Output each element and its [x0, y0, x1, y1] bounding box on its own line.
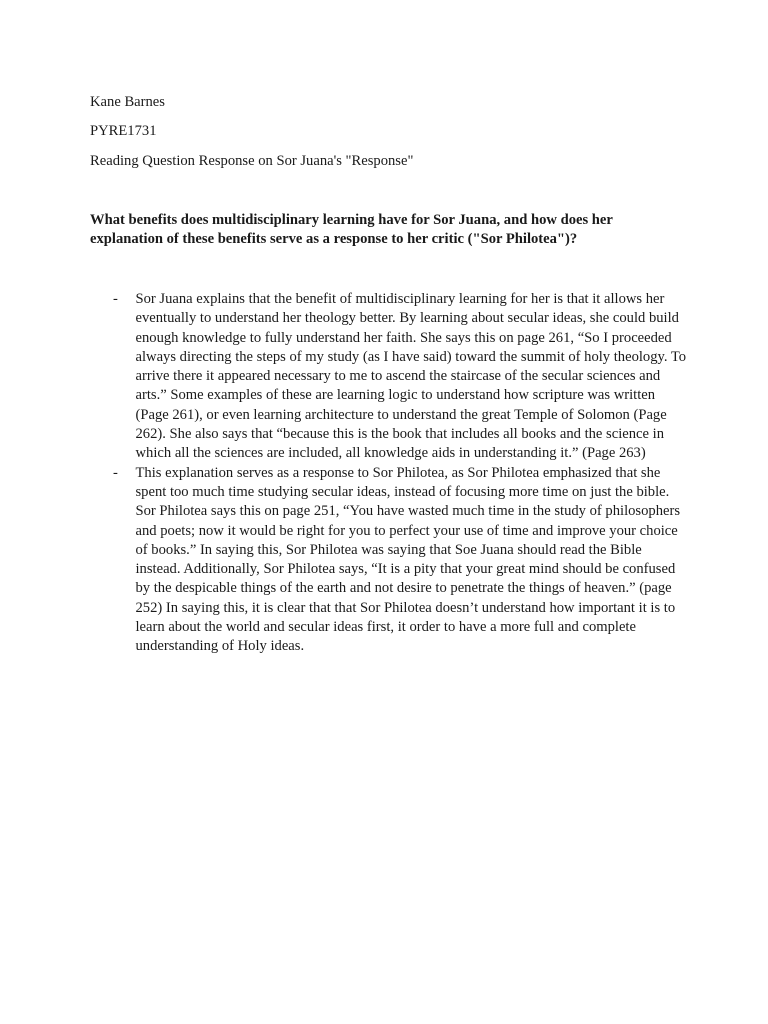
answer-paragraph: This explanation serves as a response to Sor Philotea, as Sor Philotea emphasized that she spent too much time studying secular ideas, instead of focusing more time on just the bible. Sor Philotea says this on page 251, “You have wasted much time in the study of philosophers and poets; now it would be right for you to perfect your use of time and improve your choice of books.” In saying this, Sor Philotea was saying that Soe Juana should read the Bible instead. Additionally, Sor Philotea says, “It is a pity that your great mind should be confused by the despicable things of the earth and not desire to penetrate the things of heaven.” (page 252) In saying this, it is clear that that Sor Philotea doesn’t understand how important it is to learn about the world and secular ideas first, it order to have a more full and complete understanding of Holy ideas. — [135, 464, 681, 655]
answer-paragraph: Sor Juana explains that the benefit of multidisciplinary learning for her is that it allows her eventually to understand her theology better. By learning about secular ideas, she could build enough knowledge to fully understand her faith. She says this on page 261, “So I proceeded always directing the steps of my study (as I have said) toward the summit of holy theology. To arrive there it appeared necessary to me to ascend the staircase of the secular sciences and arts.” Some examples of these are learning logic to understand how scripture was written (Page 261), or even learning architecture to understand the great Temple of Solomon (Page 262). She also says that “because this is the book that includes all books and the science in which all the sciences are included, all knowledge aids in understanding it.” (Page 263) — [135, 291, 687, 462]
author-name: Kane Barnes — [90, 94, 165, 110]
course-code: PYRE1731 — [90, 123, 157, 139]
answer-item — [90, 464, 690, 657]
bullet-dash: - — [113, 464, 118, 481]
answer-item — [90, 290, 690, 464]
assignment-title: Reading Question Response on Sor Juana's "Response" — [90, 153, 414, 169]
bullet-dash: - — [113, 291, 118, 307]
reading-question: What benefits does multidisciplinary learning have for Sor Juana, and how does her explanation of these benefits serve as a response to her critic ("Sor Philotea")? — [90, 212, 613, 248]
answer-list — [90, 290, 690, 657]
